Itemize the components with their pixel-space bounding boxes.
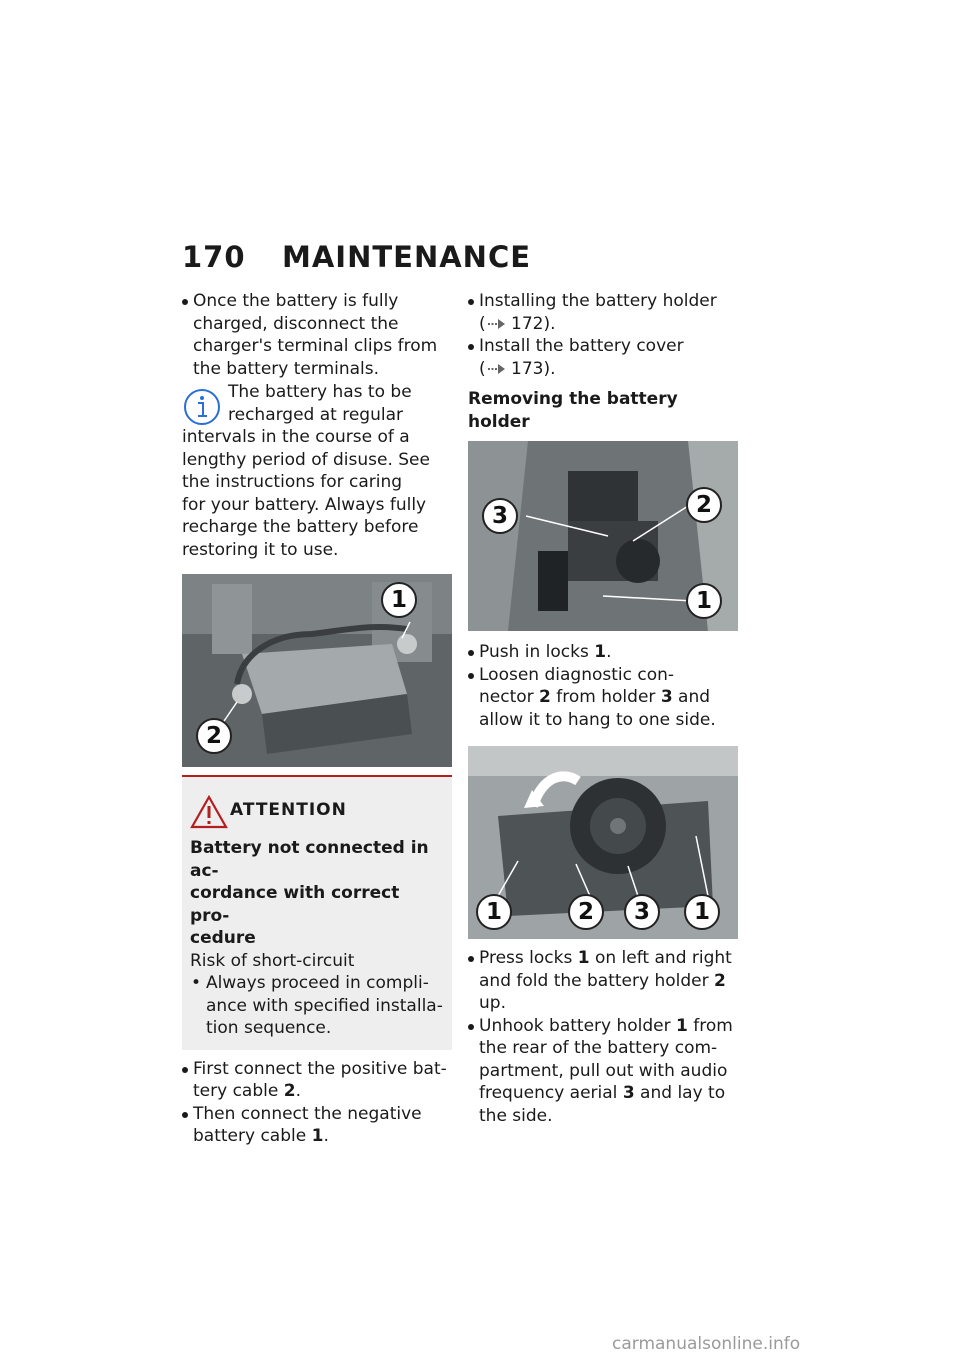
- list-item: Installing the battery holder ( 172).: [468, 290, 743, 335]
- list-item: Loosen diagnostic con- nector 2 from holder 3 and allow it to hang to one side.: [468, 664, 743, 732]
- info-note: The battery has to be recharged at regular intervals in the course of a lengthy period of disuse. See the instructions for caring for your battery. Always fully recharge the battery before restoring it to use.: [182, 382, 430, 560]
- attention-box: [182, 775, 452, 1050]
- callout-3: 3: [482, 498, 518, 534]
- battery-holder-photo: [468, 441, 738, 631]
- callout-1-right: 1: [684, 894, 720, 930]
- battery-photo: [182, 574, 452, 767]
- list-item: Push in locks 1.: [468, 641, 743, 664]
- list-item: Once the battery is fully charged, disconnect the charger's terminal clips from the battery terminals.: [182, 290, 452, 380]
- section-title: MAINTENANCE: [282, 240, 532, 274]
- callout-2: 2: [686, 487, 722, 523]
- page-number: 170: [182, 240, 246, 274]
- list-item: Install the battery cover ( 173).: [468, 335, 743, 380]
- watermark: carmanualsonline.info: [612, 1334, 801, 1354]
- callout-3: 3: [624, 894, 660, 930]
- list-item: Press locks 1 on left and right and fold the battery holder 2 up.: [468, 947, 743, 1015]
- subsection-heading: Removing the battery holder: [468, 389, 678, 432]
- list-item: Then connect the negative battery cable 1.: [182, 1103, 452, 1148]
- callout-1: 1: [381, 582, 417, 618]
- info-icon: [182, 387, 222, 427]
- warning-icon: [190, 795, 228, 829]
- left-column: [182, 290, 452, 1148]
- attention-bullet: • Always proceed in compli- ance with specified installa- tion sequence.: [190, 972, 444, 1040]
- attention-risk: Risk of short-circuit: [190, 950, 355, 971]
- callout-1: 1: [686, 583, 722, 619]
- callout-2: 2: [196, 718, 232, 754]
- list-item: Unhook battery holder 1 from the rear of the battery com- partment, pull out with audio frequency aerial 3 and lay to the side.: [468, 1015, 743, 1128]
- page-header: [182, 240, 742, 280]
- battery-holder-fold-photo: [468, 746, 738, 939]
- reference-arrow-icon: [486, 318, 506, 330]
- attention-subtitle: Battery not connected in ac- cordance with correct pro- cedure: [190, 838, 429, 948]
- reference-arrow-icon: [486, 363, 506, 375]
- right-column: [468, 290, 743, 1127]
- callout-1-left: 1: [476, 894, 512, 930]
- attention-title: ATTENTION: [230, 800, 347, 820]
- callout-2: 2: [568, 894, 604, 930]
- list-item: First connect the positive bat- tery cable 2.: [182, 1058, 452, 1103]
